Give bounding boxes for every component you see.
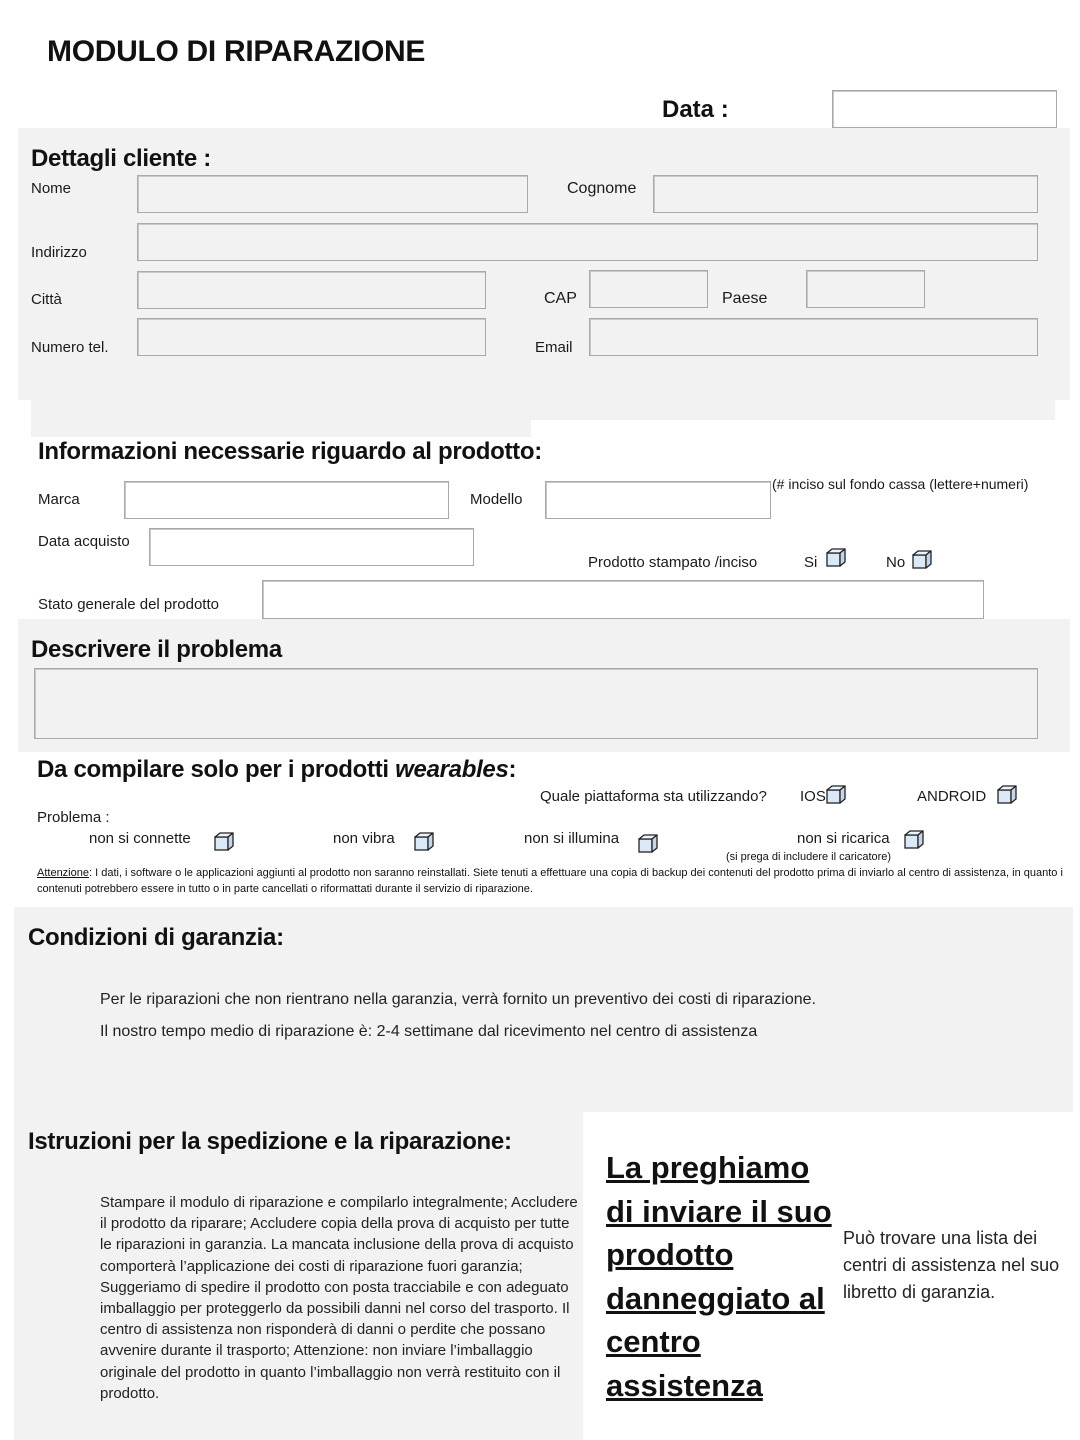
warranty-line-2: Il nostro tempo medio di riparazione è: 2-4 settimane dal ricevimento nel centro di assistenza	[100, 1023, 758, 1040]
brand-label: Marca	[38, 491, 80, 508]
warranty-line-1: Per le riparazioni che non rientrano nella garanzia, verrà fornito un preventivo dei costi di riparazione.	[100, 991, 816, 1008]
last-name-label: Cognome	[567, 180, 637, 197]
customer-panel-extension	[31, 380, 1055, 420]
date-label: Data :	[662, 96, 729, 123]
charger-note: (si prega di includere il caricatore)	[726, 851, 892, 863]
phone-label: Numero tel.	[31, 339, 109, 356]
purchase-date-input[interactable]	[149, 528, 474, 566]
wearables-heading	[37, 756, 516, 784]
last-name-input[interactable]	[653, 175, 1038, 213]
wearables-heading-suffix: :	[508, 756, 517, 783]
model-input[interactable]	[545, 481, 771, 519]
option-no-light-label: non si illumina	[524, 830, 620, 847]
model-hint: (# inciso sul fondo cassa (lettere+numeri)	[772, 476, 1029, 492]
zip-input[interactable]	[589, 270, 708, 308]
no-vibrate-checkbox[interactable]	[414, 832, 434, 852]
form-title: MODULO DI RIPARAZIONE	[47, 35, 426, 68]
platform-question: Quale piattaforma sta utilizzando?	[540, 788, 767, 805]
android-label: ANDROID	[917, 788, 987, 805]
engraved-no-checkbox[interactable]	[912, 550, 932, 570]
shipping-heading: Istruzioni per la spedizione e la riparazione:	[28, 1128, 512, 1155]
problem-heading: Descrivere il problema	[31, 636, 282, 663]
ios-label: IOS	[800, 788, 826, 805]
first-name-input[interactable]	[137, 175, 528, 213]
product-info-heading: Informazioni necessarie riguardo al prodotto:	[38, 438, 542, 465]
date-input[interactable]	[832, 90, 1057, 128]
condition-input[interactable]	[262, 580, 984, 619]
warning-text: : I dati, i software o le applicazioni aggiunti al prodotto non saranno reinstallati. Siete tenuti a effettuare una copia di backup dei contenuti del prodotto prima di inviarlo al centro di assistenza, in quanto i contenuti potrebbero essere in tutto o in parte cancellati o riformattati durante il servizio di riparazione.	[37, 867, 1063, 895]
purchase-date-label: Data acquisto	[38, 533, 130, 550]
address-label: Indirizzo	[31, 244, 87, 261]
option-no-connect-label: non si connette	[89, 830, 191, 847]
brand-input[interactable]	[124, 481, 449, 519]
backup-warning	[37, 865, 1072, 897]
warning-label: Attenzione	[37, 867, 89, 879]
first-name-label: Nome	[31, 180, 72, 197]
problem-type-label: Problema :	[37, 809, 110, 826]
shipping-instructions: Stampare il modulo di riparazione e compilarlo integralmente; Accludere il prodotto da riparare; Accludere copia della prova di acquisto per tutte le riparazioni in garanzia. La mancata inclusione della prova di acquisto comporterà l’applicazione dei costi di riparazione fuori garanzia; Suggeriamo di spedire il prodotto con posta tracciabile e con adeguato imballaggio per proteggerlo da possibili danni nel corso del trasporto. Il centro di assistenza non risponderà di danni o perdite che possano avvenire durante il trasporto; Attenzione: non inviare l’imballaggio originale del prodotto in quanto l’imballaggio non verrà restituito con il prodotto.	[100, 1194, 578, 1402]
city-label: Città	[31, 291, 62, 308]
engraved-yes-label: Si	[804, 554, 818, 571]
problem-description-input[interactable]	[34, 668, 1038, 739]
option-no-charge-label: non si ricarica	[797, 830, 890, 847]
phone-input[interactable]	[137, 318, 486, 356]
engraved-no-label: No	[886, 554, 906, 571]
condition-label: Stato generale del prodotto	[38, 596, 219, 613]
country-label: Paese	[722, 290, 768, 307]
wearables-heading-italic: wearables	[395, 756, 509, 783]
engraved-yes-checkbox[interactable]	[826, 548, 846, 568]
email-label: Email	[535, 339, 573, 356]
address-input[interactable]	[137, 223, 1038, 261]
zip-label: CAP	[544, 290, 577, 307]
wearables-heading-prefix: Da compilare solo per i prodotti	[37, 756, 396, 783]
warranty-heading: Condizioni di garanzia:	[28, 924, 284, 951]
city-input[interactable]	[137, 271, 486, 309]
option-no-vibrate-label: non vibra	[333, 830, 395, 847]
send-product-note: La preghiamo di inviare il suo prodotto danneggiato al centro assistenza	[606, 1150, 832, 1403]
android-checkbox[interactable]	[997, 785, 1017, 805]
engraved-label: Prodotto stampato /inciso	[588, 554, 758, 571]
email-input[interactable]	[589, 318, 1038, 356]
no-charge-checkbox[interactable]	[904, 830, 924, 850]
no-light-checkbox[interactable]	[638, 834, 658, 854]
customer-panel-tab	[31, 415, 531, 437]
no-connect-checkbox[interactable]	[214, 832, 234, 852]
model-label: Modello	[470, 491, 523, 508]
service-centers-note: Può trovare una lista dei centri di assistenza nel suo libretto di garanzia.	[843, 1228, 1060, 1302]
country-input[interactable]	[806, 270, 925, 308]
ios-checkbox[interactable]	[826, 785, 846, 805]
customer-details-heading: Dettagli cliente :	[31, 145, 211, 172]
